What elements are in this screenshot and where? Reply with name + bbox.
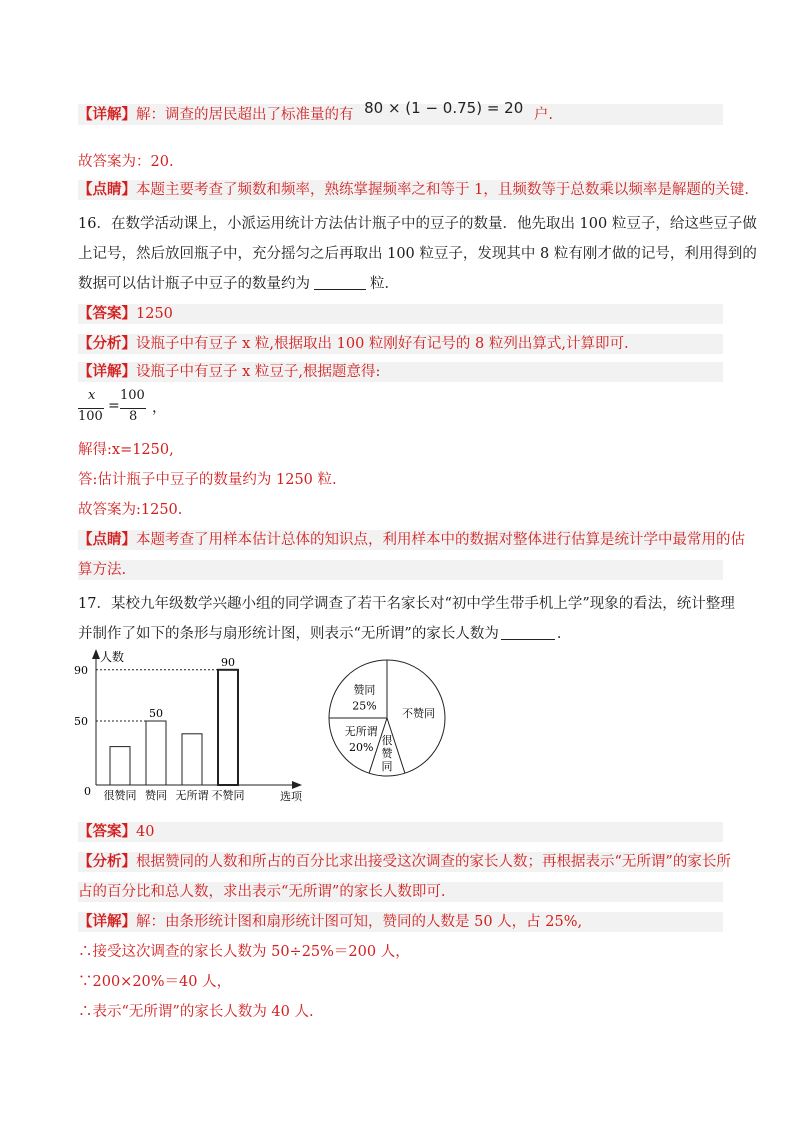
q17-detail-tag: 【详解】 <box>78 913 136 930</box>
frac-comma: ， <box>152 400 167 416</box>
q16-detail-tag: 【详解】 <box>78 363 136 380</box>
bar-category-label: 不赞同 <box>211 789 245 802</box>
q16-reply-line: 答:估计瓶子中豆子的数量约为 1250 粒. <box>78 472 337 488</box>
frac-right-num: 100 <box>120 388 145 403</box>
q15-detail-tail: 户. <box>533 107 553 123</box>
q17-line-2 <box>78 624 571 644</box>
bar-ytick-label: 50 <box>74 715 88 728</box>
q15-detail-text: 解：调查的居民超出了标准量的有 <box>136 107 354 123</box>
bar <box>146 721 166 785</box>
q16-analysis-text: 设瓶子中有豆子 x 粒,根据取出 100 粒刚好有记号的 8 粒列出算式,计算即可. <box>136 336 629 352</box>
q16-answer-value: 1250 <box>136 306 173 322</box>
q16-analysis-line <box>78 334 723 354</box>
q17-detail-line-4: ∴表示“无所谓”的家长人数为 40 人. <box>78 1004 314 1020</box>
q17-line-2-before: 并制作了如下的条形与扇形统计图，则表示“无所谓”的家长人数为 <box>78 626 499 642</box>
q16-answer-tag: 【答案】 <box>78 305 136 322</box>
pie-chart <box>325 650 455 790</box>
bar-ylabel: 人数 <box>100 650 125 664</box>
pie-slice-label: 很 <box>381 733 393 747</box>
q17-detail-line-3: ∵200×20%＝40 人， <box>78 974 232 990</box>
q15-detail-tag: 【详解】 <box>78 106 136 123</box>
q17-answer-value: 40 <box>136 824 155 840</box>
q16-fraction-equation <box>78 388 238 428</box>
q16-line-3-after: 粒． <box>370 276 399 292</box>
q17-answer-line <box>78 822 723 842</box>
bar-x-arrow <box>292 781 302 789</box>
q17-detail-line-2: ∴接受这次调查的家长人数为 50÷25%＝200 人， <box>78 944 410 960</box>
frac-right-den: 8 <box>129 409 138 424</box>
q16-comment-text-1: 本题考查了用样本估计总体的知识点，利用样本中的数据对整体进行估算是统计学中最常用的估 <box>136 532 745 548</box>
q15-equation: 80 × (1 − 0.75) = 20 <box>364 99 524 117</box>
q15-detail-line <box>78 99 723 125</box>
pie-slice-label: 不赞同 <box>402 707 436 721</box>
q17-detail-line-1 <box>78 912 723 932</box>
q16-answer-line <box>78 304 723 324</box>
pie-slice-label: 赞同 <box>353 683 376 697</box>
q17-line-1: 17．某校九年级数学兴趣小组的同学调查了若干名家长对“初中学生带手机上学”现象的看法，统计整理 <box>78 596 735 612</box>
bar <box>110 747 130 785</box>
bar-origin: 0 <box>84 785 91 798</box>
q17-answer-tag: 【答案】 <box>78 823 136 840</box>
q16-line-1: 16．在数学活动课上，小派运用统计方法估计瓶子中的豆子的数量．他先取出 100 粒豆子，给这些豆子做 <box>78 216 757 232</box>
q17-analysis-line-1 <box>78 852 731 872</box>
q15-answer-line: 故答案为：20. <box>78 154 174 170</box>
q15-comment-text: 本题主要考查了频数和频率，熟练掌握频率之和等于 1，且频数等于总数乘以频率是解题的关键. <box>136 182 749 198</box>
bar-xlabel: 选项 <box>280 790 302 803</box>
pie-marks <box>329 660 445 776</box>
q16-comment-tag: 【点睛】 <box>78 531 136 548</box>
q15-comment-tag: 【点睛】 <box>78 181 136 198</box>
q17-analysis-line-2: 占的百分比和总人数，求出表示“无所谓”的家长人数即可. <box>78 882 723 902</box>
bar-chart <box>70 645 320 810</box>
bar-category-label: 无所谓 <box>175 789 209 802</box>
frac-left-num: x <box>88 388 96 403</box>
pie-slice-percent: 20% <box>348 740 374 754</box>
q15-comment-line <box>78 180 749 200</box>
bar-category-label: 赞同 <box>145 789 167 802</box>
bar-value-label: 50 <box>149 707 163 720</box>
bar-y-arrow <box>92 649 100 659</box>
bar-value-label: 90 <box>221 655 235 669</box>
q16-final-line: 故答案为:1250. <box>78 502 183 518</box>
q16-answer-blank <box>314 275 366 290</box>
bar-category-label: 很赞同 <box>103 789 137 802</box>
pie-slice-label: 同 <box>381 759 393 773</box>
q16-detail-text: 设瓶子中有豆子 x 粒豆子,根据题意得: <box>136 364 381 380</box>
q16-analysis-tag: 【分析】 <box>78 335 136 352</box>
q16-detail-line <box>78 362 723 382</box>
frac-eq: = <box>108 398 120 414</box>
q16-line-3-before: 数据可以估计瓶子中豆子的数量约为 <box>78 276 310 292</box>
q17-detail-text-1: 解：由条形统计图和扇形统计图可知，赞同的人数是 50 人，占 25%, <box>136 914 583 930</box>
pie-slice-percent: 25% <box>352 699 377 713</box>
bar-ytick-label: 90 <box>74 663 88 677</box>
q16-solve-line: 解得:x=1250, <box>78 442 174 458</box>
q17-analysis-tag: 【分析】 <box>78 853 136 870</box>
q16-comment-line-2: 算方法. <box>78 560 723 580</box>
pie-slice-label: 无所谓 <box>344 724 378 738</box>
q17-analysis-text-1: 根据赞同的人数和所占的百分比求出接受这次调查的家长人数；再根据表示“无所谓”的家长所 <box>136 854 731 870</box>
q16-comment-line-1 <box>78 530 745 550</box>
q17-line-2-after: ． <box>556 626 572 642</box>
q17-answer-blank <box>501 625 555 640</box>
pie-slice-label: 赞 <box>381 746 393 760</box>
q16-line-2: 上记号，然后放回瓶子中，充分摇匀之后再取出 100 粒豆子，发现其中 8 粒有刚才做的记号，利用得到的 <box>78 246 757 262</box>
frac-left-den: 100 <box>78 409 103 424</box>
bar <box>218 670 238 785</box>
q16-line-3 <box>78 274 399 294</box>
bar <box>182 734 202 785</box>
